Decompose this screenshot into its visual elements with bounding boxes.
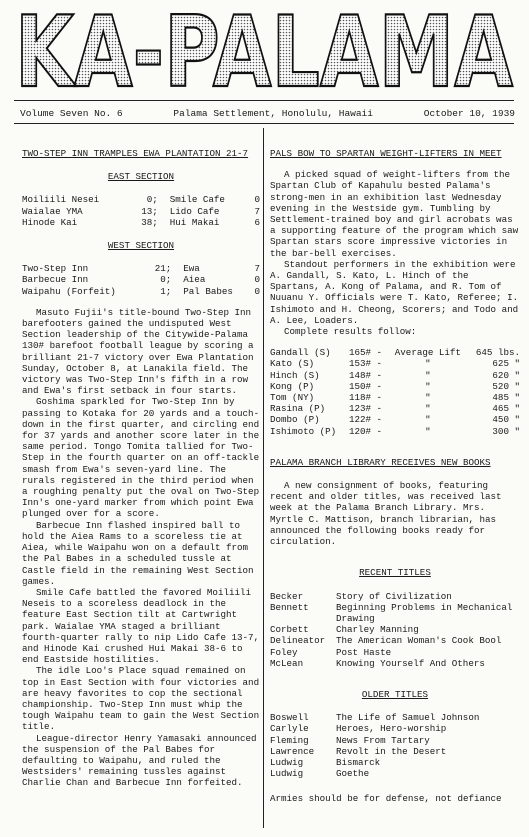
team-name: Waipahu (Forfeit) [22, 285, 116, 297]
team-name: Two-Step Inn [22, 263, 89, 275]
book-title: Story of Civilization [336, 590, 452, 602]
football-story [22, 307, 260, 789]
score-row [22, 286, 260, 297]
masthead-logo [12, 4, 517, 96]
book-row [270, 723, 520, 734]
book-title: Knowing Yourself And Others [336, 657, 485, 669]
football-headline: TWO-STEP INN TRAMPLES EWA PLANTATION 21-7 [22, 148, 249, 159]
team-name: Moiliili Nesei [22, 194, 100, 206]
lifter-name: Hinch (S) [270, 369, 320, 381]
recent-books-table [270, 591, 520, 669]
team-score: 21; [154, 263, 172, 275]
weightlifting-story [270, 169, 520, 337]
header-rule-top [14, 100, 514, 101]
score-row [22, 194, 260, 205]
library-story: A new consignment of books, featuring recent and older titles, was received last week at the Palama Branch Library. Mrs. Myrtle C. Mattison, branch librarian, has announced the following books ready for circulation. [270, 480, 502, 548]
lifter-weight: 153# - [348, 358, 383, 370]
book-author: Fleming [270, 734, 309, 746]
lifter-name: Dombo (P) [270, 414, 320, 426]
book-title: Goethe [336, 768, 370, 780]
story-paragraph: Smile Cafe battled the favored Moiliili Neseis to a scoreless deadlock in the feature East Section tilt at Cartwright park. Waialae YMA staged a brilliant fourth-quarter rally to nip Lido Cafe 13-7, and Hinode Kai crushed Hui Makai 38-6 to end Eastside hostilities. [22, 586, 260, 666]
opponent-score: 0 [254, 285, 260, 297]
score-row [22, 206, 260, 217]
book-row [270, 757, 520, 768]
book-row [270, 647, 520, 658]
lifter-weight: 165# - [348, 347, 383, 359]
result-row [270, 426, 520, 437]
book-title: Post Haste [336, 646, 392, 658]
lift-label: " [425, 358, 431, 370]
older-books-table [270, 712, 520, 779]
book-title: Heroes, Hero-worship [336, 723, 447, 735]
team-score: 0; [146, 194, 158, 206]
result-row [270, 381, 520, 392]
book-row [270, 602, 520, 624]
book-row [270, 746, 520, 757]
lifter-name: Rasina (P) [270, 403, 326, 415]
score-row [22, 217, 260, 228]
opponent-score: 6 [254, 216, 260, 228]
book-author: McLean [270, 657, 304, 669]
story-paragraph: Goshima sparkled for Two-Step Inn by passing to Kotaka for 20 yards and a touch-down in the first quarter, and circling end for 37 yards and another score later in the same period. Tongo Tomita tallied for Two-Step in the fourth quarter on an off-tackle smash from Ewa's seven-yard line. The rurals registered in the third period when a roughing penalty put the oval on Two-Step Inn's one-yard marker from which point Ewa plunged over for a score. [22, 396, 260, 520]
lifter-name: Tom (NY) [270, 392, 315, 404]
opponent-name: Ewa [183, 263, 200, 275]
east-scores-table [22, 194, 260, 228]
publication-place: Palama Settlement, Honolulu, Hawaii [173, 108, 373, 119]
book-row [270, 591, 520, 602]
team-score: 13; [141, 205, 158, 217]
book-title: The Life of Samuel Johnson [336, 712, 480, 724]
west-section-title: WEST SECTION [107, 240, 175, 252]
book-author: Becker [270, 590, 304, 602]
results-table [270, 347, 520, 437]
book-row [270, 658, 520, 669]
result-row [270, 392, 520, 403]
result-row [270, 414, 520, 425]
book-author: Boswell [270, 712, 309, 724]
lift-value: 520 " [492, 380, 520, 392]
recent-titles-heading: RECENT TITLES [359, 567, 431, 579]
book-author: Bennett [270, 601, 309, 613]
book-row [270, 712, 520, 723]
book-title: Revolt in the Desert [336, 745, 447, 757]
lift-value: 620 " [492, 369, 520, 381]
lift-label: " [425, 380, 431, 392]
result-row [270, 347, 520, 358]
west-scores-table [22, 263, 260, 297]
lift-label: Average Lift [394, 347, 461, 359]
opponent-score: 7 [254, 205, 260, 217]
older-titles-heading: OLDER TITLES [361, 688, 429, 700]
lift-value: 485 " [492, 392, 520, 404]
left-column [22, 148, 260, 789]
book-author: Delineator [270, 635, 326, 647]
score-row [22, 274, 260, 285]
lifter-weight: 148# - [348, 369, 383, 381]
opponent-score: 0 [254, 194, 260, 206]
book-author: Foley [270, 646, 298, 658]
lift-value: 645 lbs. [475, 347, 520, 359]
story-paragraph: League-director Henry Yamasaki announced the suspension of the Pal Babes for defaulting to Waipahu, and ruled the Westsiders' remaining tussles against Charlie Chan and Barbecue Inn forfeited. [22, 732, 257, 789]
book-title: The American Woman's Cook Bool [336, 635, 502, 647]
team-name: Hinode Kai [22, 216, 78, 228]
book-title: News From Tartary [336, 734, 430, 746]
book-author: Carlyle [270, 723, 309, 735]
lifter-weight: 122# - [348, 414, 383, 426]
book-author: Lawrence [270, 745, 315, 757]
lift-label: " [425, 414, 431, 426]
result-row [270, 358, 520, 369]
book-row [270, 635, 520, 646]
score-row [22, 263, 260, 274]
lifter-name: Kong (P) [270, 380, 315, 392]
story-paragraph: Standout performers in the exhibition were A. Gandall, S. Kato, L. Hinch of the Spartans, A. Kong of Palama, and R. Tom of Nuuanu Y. Officials were T. Kato, Referee; I. Ishimoto and H. Cheong, Scorers; and Todo and A. Lee, Loaders. [270, 258, 519, 326]
weightlifting-headline: PALS BOW TO SPARTAN WEIGHT-LIFTERS IN MEET [270, 148, 502, 159]
masthead-title: KA-PALAMA [15, 4, 514, 96]
right-column [270, 148, 520, 805]
lift-value: 450 " [492, 414, 520, 426]
east-section-title: EAST SECTION [107, 171, 175, 183]
lifter-name: Gandall (S) [270, 347, 331, 359]
opponent-score: 0 [254, 274, 260, 286]
book-row [270, 735, 520, 746]
opponent-name: Hui Makai [169, 216, 220, 228]
book-title: Beginning Problems in Mechanical Drawing [336, 601, 513, 624]
opponent-name: Smile Cafe [169, 194, 225, 206]
team-name: Waialae YMA [22, 205, 83, 217]
team-name: Barbecue Inn [22, 274, 89, 286]
story-paragraph: Masuto Fujii's title-bound Two-Step Inn barefooters gained the undisputed West Section leadership of the Citywide-Palama 130# barefoot football league by scoring a brilliant 21-7 victory over Ewa Plantation Sunday, October 8, at Lanakila field. The victory was Two-Step Inn's fifth in a row and Ewa's first setback in four starts. [22, 306, 254, 397]
result-row [270, 403, 520, 414]
story-paragraph: A picked squad of weight-lifters from the Spartan Club of Kapahulu bested Palama's strong-men in an exhibition last Wednesday evening in the Westside gym. Tumbling by Settlement-trained boy and girl acrobats was a supporting feature of the program which saw Spartan stars score impressive victories in the bar-bell exercises. [270, 169, 519, 259]
book-author: Corbett [270, 624, 309, 636]
book-title: Charley Manning [336, 624, 419, 636]
volume-number: Volume Seven No. 6 [20, 108, 123, 119]
lift-value: 465 " [492, 403, 520, 415]
story-paragraph: The idle Loo's Place squad remained on top in East Section with four victories and are heavy favorites to cop the sectional championship. Two-Step Inn must whip the tough Waipahu team to gain the West Section title. [22, 665, 260, 733]
column-divider [263, 128, 264, 828]
lift-label: " [425, 392, 431, 404]
opponent-score: 7 [254, 263, 260, 275]
lifter-name: Ishimoto (P) [270, 425, 337, 437]
book-row [270, 624, 520, 635]
lift-value: 300 " [492, 425, 520, 437]
opponent-name: Aiea [183, 274, 206, 286]
team-score: 1; [160, 285, 172, 297]
team-score: 0; [160, 274, 172, 286]
issue-line [20, 108, 515, 119]
story-paragraph: Barbecue Inn flashed inspired ball to hold the Aiea Rams to a scoreless tie at Aiea, while Waipahu won on a default from the Pal Babes in a scheduled tussle at Castle field in the remaining West Section games. [22, 519, 254, 587]
lifter-name: Kato (S) [270, 358, 315, 370]
book-row [270, 768, 520, 779]
header-rule-bottom [14, 123, 514, 124]
lifter-weight: 120# - [348, 425, 383, 437]
lift-label: " [425, 425, 431, 437]
lift-label: " [425, 369, 431, 381]
lifter-weight: 123# - [348, 403, 383, 415]
issue-date: October 10, 1939 [423, 108, 515, 119]
lifter-weight: 118# - [348, 392, 383, 404]
footer-motto: Armies should be for defense, not defiance [270, 793, 502, 805]
opponent-name: Pal Babes [183, 285, 233, 297]
book-author: Ludwig [270, 756, 304, 768]
team-score: 38; [141, 216, 158, 228]
library-headline: PALAMA BRANCH LIBRARY RECEIVES NEW BOOKS [270, 456, 491, 468]
opponent-name: Lido Cafe [169, 205, 220, 217]
story-paragraph: Complete results follow: [284, 326, 417, 338]
lift-value: 625 " [492, 358, 520, 370]
book-author: Ludwig [270, 768, 304, 780]
lift-label: " [425, 403, 431, 415]
lifter-weight: 150# - [348, 380, 383, 392]
result-row [270, 370, 520, 381]
book-title: Bismarck [336, 756, 381, 768]
